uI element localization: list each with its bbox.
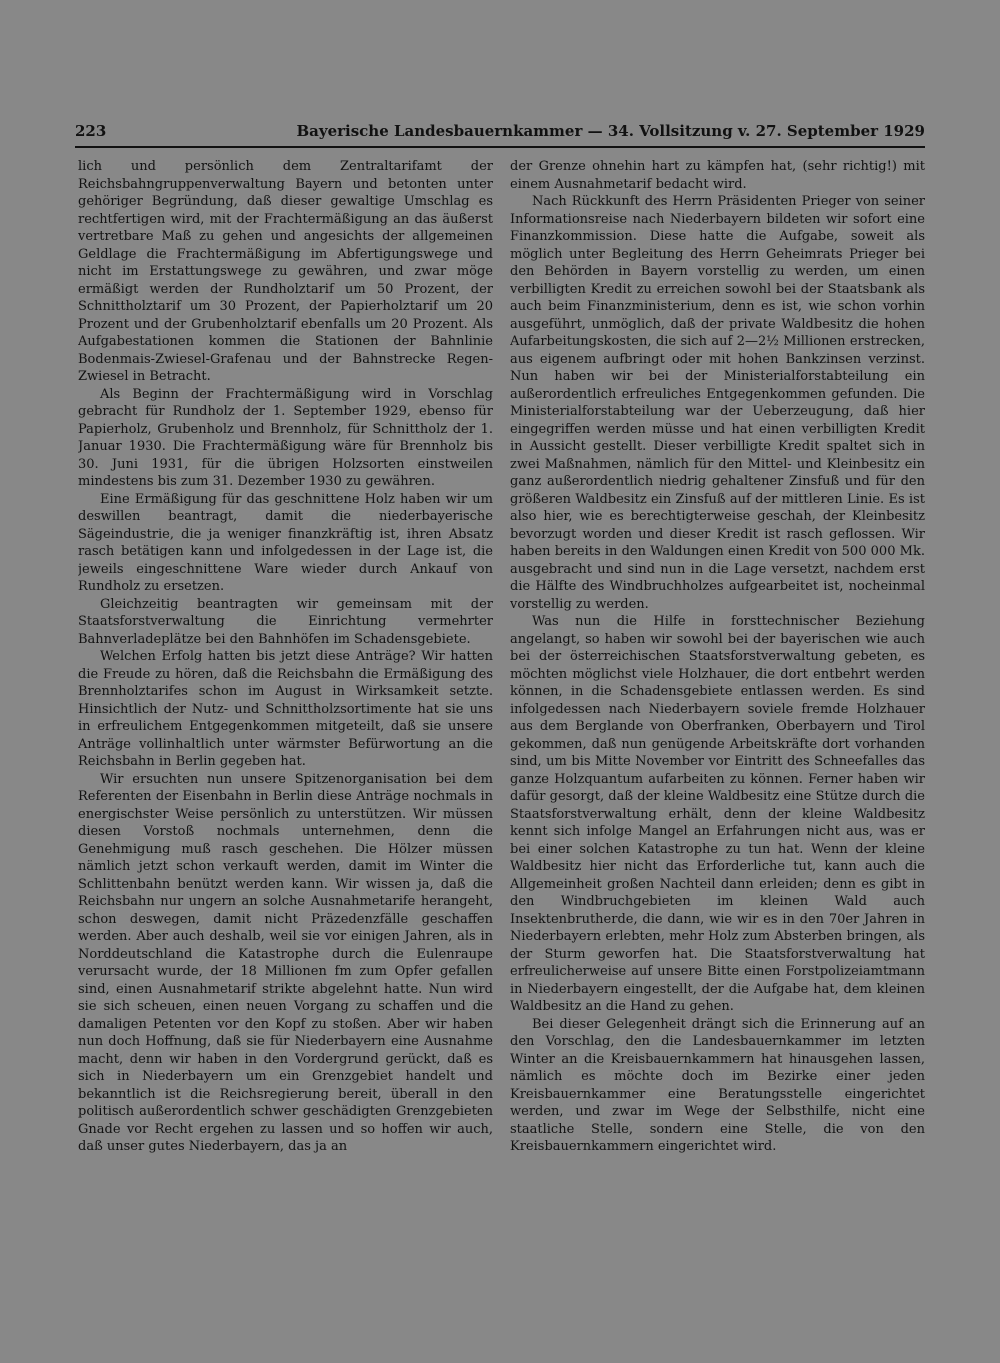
page-header	[75, 120, 925, 142]
header-rule	[75, 146, 925, 148]
left-column	[78, 158, 493, 1248]
paragraph: Eine Ermäßigung für das geschnittene Holz haben wir um deswillen beantragt, damit die niederbayerische Sägeindustrie, die ja weniger finanzkräftig ist, ihren Absatz rasch betätigen kann und infolgedessen in der Lage ist, die jeweils eingeschnittene Ware wieder durch Ankauf von Rundholz zu ersetzen.	[78, 491, 493, 594]
paragraph: Wir ersuchten nun unsere Spitzenorganisation bei dem Referenten der Eisenbahn in Berlin diese Anträge nochmals in energischster Weise persönlich zu unterstützen. Wir müssen diesen Vorstoß nochmals unternehmen, denn die Genehmigung muß rasch geschehen. Die Hölzer müssen nämlich jetzt schon verkauft werden, damit im Winter die Schlittenbahn benützt werden kann. Wir wissen ja, daß die Reichsbahn nur ungern an solche Ausnahmetarife herangeht, schon deswegen, damit nicht Präzedenzfälle geschaffen werden. Aber auch deshalb, weil sie vor einigen Jahren, als in Norddeutschland die Katastrophe durch die Eulenraupe verursacht wurde, der 18 Millionen fm zum Opfer gefallen sind, einen Ausnahmetarif strikte abgelehnt hatte. Nun wird sie sich scheuen, einen neuen Vorgang zu schaffen und die damaligen Petenten vor den Kopf zu stoßen. Aber wir haben nun doch Hoffnung, daß sie für Niederbayern eine Ausnahme macht, denn wir haben in den Vordergrund gerückt, daß es sich in Niederbayern um ein Grenzgebiet handelt und bekanntlich ist die Reichsregierung bereit, überall in den politisch außerordentlich schwer geschädigten Grenzgebieten Gnade vor Recht ergehen zu lassen und so hoffen wir auch, daß unser gutes Niederbayern, das ja an	[78, 771, 493, 1154]
paragraph: der Grenze ohnehin hart zu kämpfen hat, (sehr richtig!) mit einem Ausnahmetarif bedacht wird.	[510, 159, 925, 192]
paragraph: lich und persönlich dem Zentraltarifamt der Reichsbahngruppenverwaltung Bayern und betonten unter gehöriger Begründung, daß dieser gewaltige Umschlag es rechtfertigen wird, mit der Frachtermäßigung an das äußerst vertretbare Maß zu gehen und angesichts der allgemeinen Geldlage die Frachtermäßigung im Abfertigungswege und nicht im Erstattungswege zu gewähren, und zwar möge ermäßigt werden der Rundholztarif um 50 Prozent, der Schnittholztarif um 30 Prozent, der Papierholztarif um 20 Prozent und der Grubenholztarif ebenfalls um 20 Prozent. Als Aufgabestationen kommen die Stationen der Bahnlinie Bodenmais-Zwiesel-Grafenau und der Bahnstrecke Regen-Zwiesel in Betracht.	[78, 159, 493, 384]
right-column	[510, 158, 925, 1248]
paragraph: Bei dieser Gelegenheit drängt sich die Erinnerung auf an den Vorschlag, den die Landesbauernkammer im letzten Winter an die Kreisbauernkammern hat hinausgehen lassen, nämlich es möchte doch im Bezirke einer jeden Kreisbauernkammer eine Beratungsstelle eingerichtet werden, und zwar im Wege der Selbsthilfe, nicht eine staatliche Stelle, sondern eine Stelle, die von den Kreisbauernkammern eingerichtet wird.	[510, 1016, 925, 1154]
paragraph: Nach Rückkunft des Herrn Präsidenten Prieger von seiner Informationsreise nach Niederbayern bildeten wir sofort eine Finanzkommission. Diese hatte die Aufgabe, soweit als möglich unter Begleitung des Herrn Geheimrats Prieger bei den Behörden in Bayern vorstellig zu werden, um einen verbilligten Kredit zu erreichen sowohl bei der Staatsbank als auch beim Finanzministerium, denn es ist, wie schon vorhin ausgeführt, unmöglich, daß der private Waldbesitz die hohen Aufarbeitungskosten, die sich auf 2—2½ Millionen erstrecken, aus eigenem aufbringt oder mit hohen Bankzinsen verzinst. Nun haben wir bei der Ministerialforstabteilung ein außerordentlich erfreuliches Entgegenkommen gefunden. Die Ministerialforstabteilung war der Ueberzeugung, daß hier eingegriffen werden müsse und hat einen verbilligten Kredit in Aussicht gestellt. Dieser verbilligte Kredit spaltet sich in zwei Maßnahmen, nämlich für den Mittel- und Kleinbesitz ein ganz außerordentlich niedrig gehaltener Zinsfuß und für den größeren Waldbesitz ein Zinsfuß auf der mittleren Linie. Es ist also hier, wie es berechtigterweise geschah, der Kleinbesitz bevorzugt worden und dieser Kredit ist rasch geflossen. Wir haben bereits in den Waldungen einen Kredit von 500 000 Mk. ausgebracht und sind nun in die Lage versetzt, nachdem erst die Hälfte des Windbruchholzes aufgearbeitet ist, nocheinmal vorstellig zu werden.	[510, 194, 925, 612]
paragraph: Welchen Erfolg hatten bis jetzt diese Anträge? Wir hatten die Freude zu hören, daß die Reichsbahn die Ermäßigung des Brennholztarifes schon im August in Wirksamkeit setzte. Hinsichtlich der Nutz- und Schnittholzsortimente hat sie uns in erfreulichem Entgegenkommen mitgeteilt, daß sie unsere Anträge vollinhaltlich unter wärmster Befürwortung an die Reichsbahn in Berlin gegeben hat.	[78, 649, 493, 769]
page-number: 223	[75, 122, 107, 140]
running-title: Bayerische Landesbauernkammer — 34. Vollsitzung v. 27. September 1929	[296, 122, 925, 140]
paragraph: Gleichzeitig beantragten wir gemeinsam mit der Staatsforstverwaltung die Einrichtung vermehrter Bahnverladeplätze bei den Bahnhöfen im Schadensgebiete.	[78, 596, 493, 647]
paragraph: Als Beginn der Frachtermäßigung wird in Vorschlag gebracht für Rundholz der 1. September 1929, ebenso für Papierholz, Grubenholz und Brennholz, für Schnittholz der 1. Januar 1930. Die Frachtermäßigung wäre für Brennholz bis 30. Juni 1931, für die übrigen Holzsorten einstweilen mindestens bis zum 31. Dezember 1930 zu gewähren.	[78, 386, 493, 489]
paragraph: Was nun die Hilfe in forsttechnischer Beziehung angelangt, so haben wir sowohl bei der bayerischen wie auch bei der österreichischen Staatsforstverwaltung gebeten, es möchten möglichst viele Holzhauer, die dort entbehrt werden können, in die Schadensgebiete entlassen werden. Es sind infolgedessen nach Niederbayern soviele fremde Holzhauer aus dem Berglande von Oberfranken, Oberbayern und Tirol gekommen, daß nun genügende Arbeitskräfte dort vorhanden sind, um bis Mitte November vor Eintritt des Schneefalles das ganze Holzquantum aufarbeiten zu können. Ferner haben wir dafür gesorgt, daß der kleine Waldbesitz eine Stütze durch die Staatsforstverwaltung erhält, denn der kleine Waldbesitz kennt sich infolge Mangel an Erfahrungen nicht aus, was er bei einer solchen Katastrophe zu tun hat. Wenn der kleine Waldbesitz hier nicht das Erforderliche tut, kann auch die Allgemeinheit großen Nachteil dann erleiden; denn es gibt in den Windbruchgebieten im kleinen Wald auch Insektenbrutherde, die dann, wie wir es in den 70er Jahren in Niederbayern erlebten, mehr Holz zum Absterben bringen, als der Sturm geworfen hat. Die Staatsforstverwaltung hat erfreulicherweise auf unsere Bitte einen Forstpolizeiamtmann in Niederbayern eingestellt, der die Aufgabe hat, dem kleinen Waldbesitz an die Hand zu gehen.	[510, 614, 925, 1014]
